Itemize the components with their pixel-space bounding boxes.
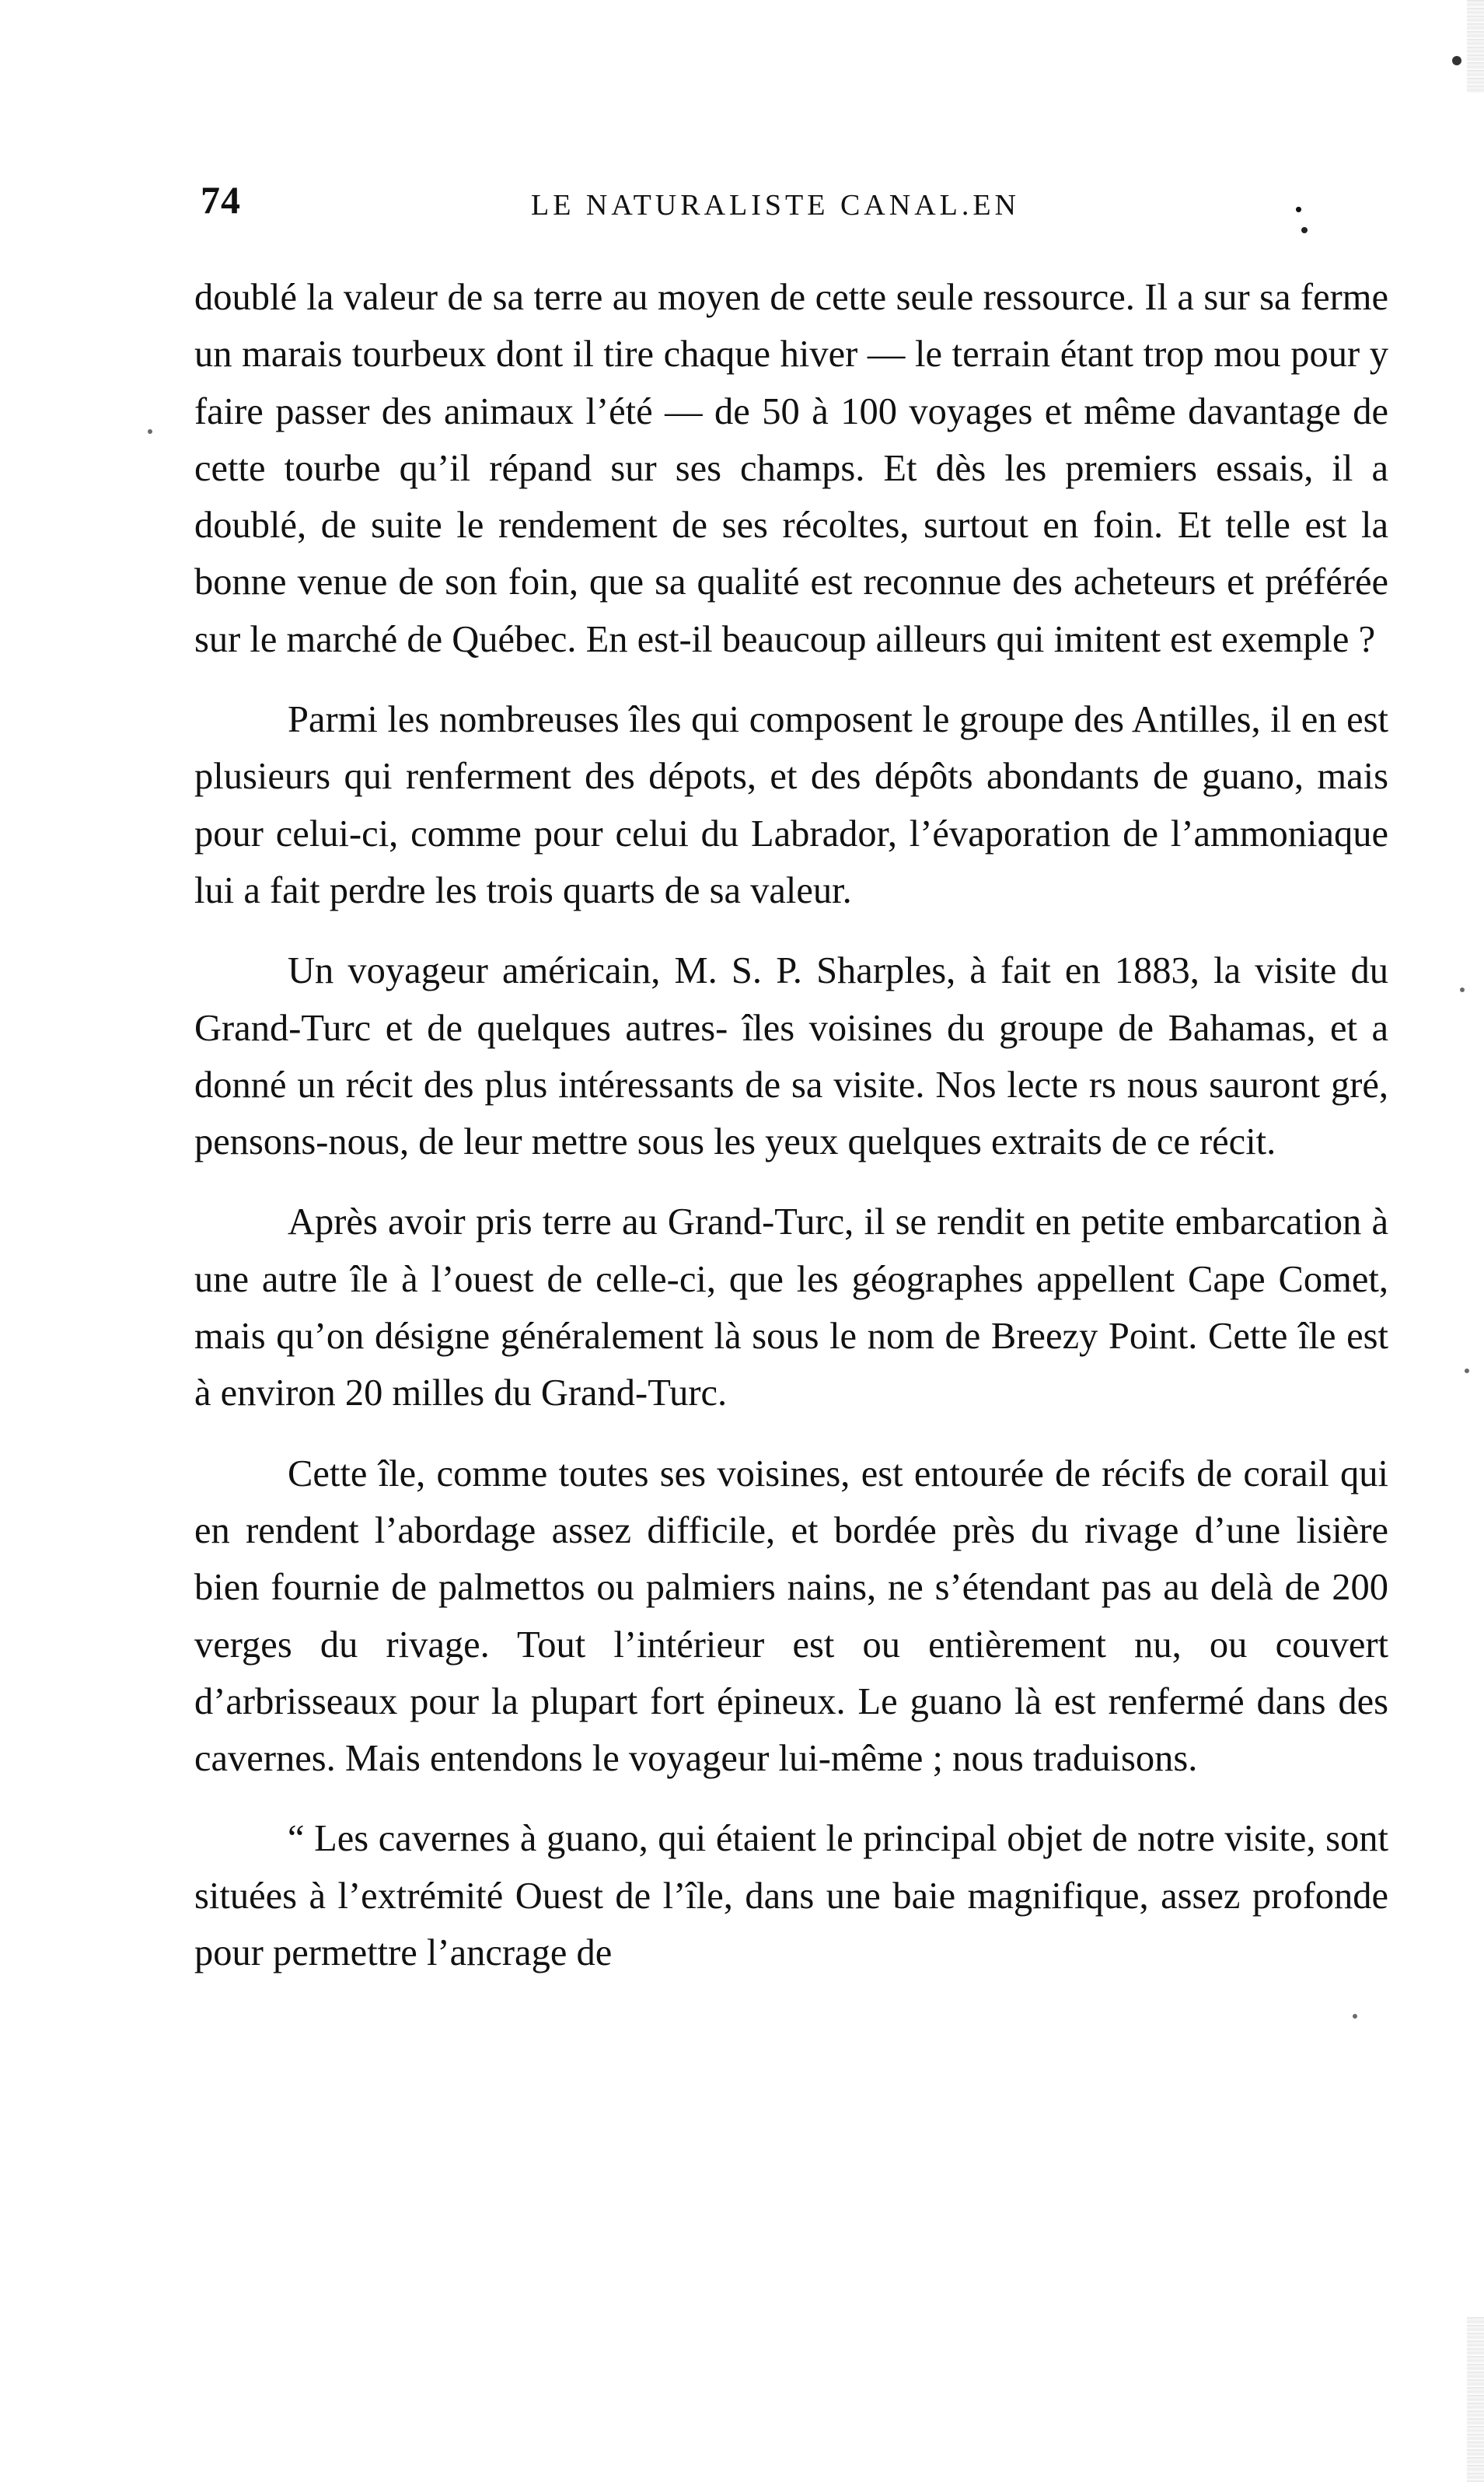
paragraph-3: Un voyageur américain, M. S. P. Sharples, à fait en 1883, la visite du Grand-Turc et de quelques autres- îles voisines du groupe de Bahamas, et a donné un récit des plus intéressants de sa visite. Nos lecte rs nous sauront gré, pensons-nous, de leur mettre sous les yeux quelques extraits de ce récit. bbox=[194, 950, 1388, 1163]
header-mark: . bbox=[1293, 170, 1304, 222]
scan-speck bbox=[1465, 1369, 1469, 1373]
body-text bbox=[194, 269, 1388, 1981]
page-number: 74 bbox=[201, 178, 241, 222]
paragraph-5: Cette île, comme toutes ses voisines, est entourée de récifs de corail qui en rendent l’abordage assez difficile, et bordée près du rivage d’une lisière bien fournie de palmettos ou palmiers nains, ne s’étendant pas au delà de 200 verges du rivage. Tout l’intérieur est ou entièrement nu, ou couvert d’arbrisseaux pour la plupart fort épineux. Le guano là est renfermé dans des cavernes. Mais entendons le voyageur lui-même ; nous traduisons. bbox=[194, 1452, 1388, 1780]
page-header bbox=[201, 170, 1304, 239]
paragraph-2: Parmi les nombreuses îles qui composent le groupe des Antilles, il en est plusieurs qui renferment des dépots, et des dépôts abondants de guano, mais pour celui-ci, comme pour celui du Labrador, l’évaporation de l’ammoniaque lui a fait perdre les trois quarts de sa valeur. bbox=[194, 699, 1388, 911]
paragraph-4: Après avoir pris terre au Grand-Turc, il se rendit en petite embarcation à une autre île à l’ouest de celle-ci, que les géographes appellent Cape Comet, mais qu’on désigne généralement là sous le nom de Breezy Point. Cette île est à environ 20 milles du Grand-Turc. bbox=[194, 1201, 1388, 1414]
scan-speck bbox=[1301, 227, 1308, 233]
scan-edge-noise-top bbox=[1467, 0, 1484, 93]
paragraph-6: “ Les cavernes à guano, qui étaient le principal objet de notre visite, sont situées à l’extrémité Ouest de l’île, dans une baie magnifique, assez profonde pour permettre l’ancrage de bbox=[194, 1818, 1388, 1974]
scan-speck bbox=[148, 429, 152, 434]
scan-edge-noise-bottom bbox=[1467, 2317, 1484, 2482]
scan-speck bbox=[1353, 2014, 1357, 2019]
paragraph-1: doublé la valeur de sa terre au moyen de cette seule ressource. Il a sur sa ferme un marais tourbeux dont il tire chaque hiver — le terrain étant trop mou pour y faire passer des animaux l’été — de 50 à 100 voyages et même davantage de cette tourbe qu’il répand sur ses champs. Et dès les premiers essais, il a doublé, de suite le rendement de ses récoltes, surtout en foin. Et telle est la bonne venue de son foin, que sa qualité est reconnue des acheteurs et préférée sur le marché de Québec. En est-il beaucoup ailleurs qui imitent est exemple ? bbox=[194, 277, 1388, 660]
running-title: LE NATURALISTE CANAL.EN bbox=[531, 189, 1021, 222]
scan-speck bbox=[1452, 56, 1461, 65]
scan-speck bbox=[1460, 988, 1465, 992]
